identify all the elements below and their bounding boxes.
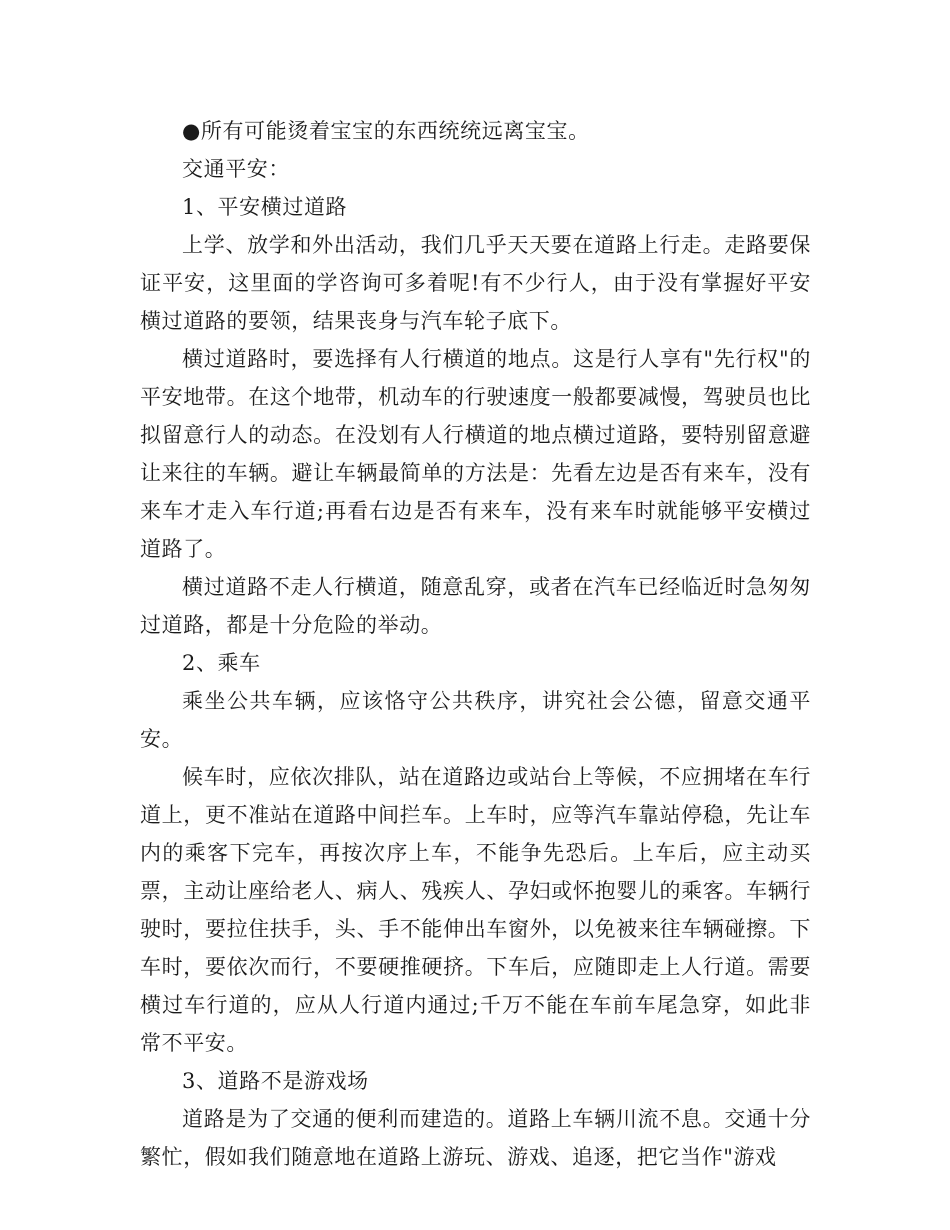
paragraph-waiting-boarding: 候车时，应依次排队，站在道路边或站台上等候，不应拥堵在车行道上，更不准站在道路中间拦车。上车时，应等汽车靠站停稳，先让车内的乘客下完车，再按次序上车，不能争先恐后。上车后，应主动买票，主动让座给老人、病人、残疾人、孕妇或怀抱婴儿的乘客。车辆行驶时，要拉住扶手，头、手不能伸出车窗外，以免被来往车辆碰擦。下车时，要依次而行，不要硬推硬挤。下车后，应随即走上人行道。需要横过车行道的，应从人行道内通过;千万不能在车前车尾急穿，如此非常不平安。 xyxy=(140,765,811,1055)
section-title-traffic-safety: 交通平安： xyxy=(182,157,290,181)
heading-road-not-playground: 3、道路不是游戏场 xyxy=(182,1069,369,1093)
paragraph-road-purpose: 道路是为了交通的便利而建造的。道路上车辆川流不息。交通十分繁忙，假如我们随意地在道路上游玩、游戏、追逐，把它当作"游戏 xyxy=(140,1107,811,1169)
document-body xyxy=(140,112,811,1176)
bullet-paragraph: ●所有可能烫着宝宝的东西统统远离宝宝。 xyxy=(182,119,590,143)
heading-riding: 2、乘车 xyxy=(182,651,261,675)
paragraph-crosswalk: 横过道路时，要选择有人行横道的地点。这是行人享有"先行权"的平安地带。在这个地带，机动车的行驶速度一般都要减慢，驾驶员也比拟留意行人的动态。在没划有人行横道的地点横过道路，要特别留意避让来往的车辆。避让车辆最简单的方法是：先看左边是否有来车，没有来车才走入车行道;再看右边是否有来车，没有来车时就能够平安横过道路了。 xyxy=(140,347,811,561)
paragraph-danger: 横过道路不走人行横道，随意乱穿，或者在汽车已经临近时急匆匆过道路，都是十分危险的举动。 xyxy=(140,575,811,637)
paragraph-public-vehicles: 乘坐公共车辆，应该恪守公共秩序，讲究社会公德，留意交通平安。 xyxy=(140,689,811,751)
heading-crossing-road: 1、平安横过道路 xyxy=(182,195,348,219)
paragraph-walking-safety: 上学、放学和外出活动，我们几乎天天要在道路上行走。走路要保证平安，这里面的学咨询可多着呢!有不少行人，由于没有掌握好平安横过道路的要领，结果丧身与汽车轮子底下。 xyxy=(140,233,811,333)
